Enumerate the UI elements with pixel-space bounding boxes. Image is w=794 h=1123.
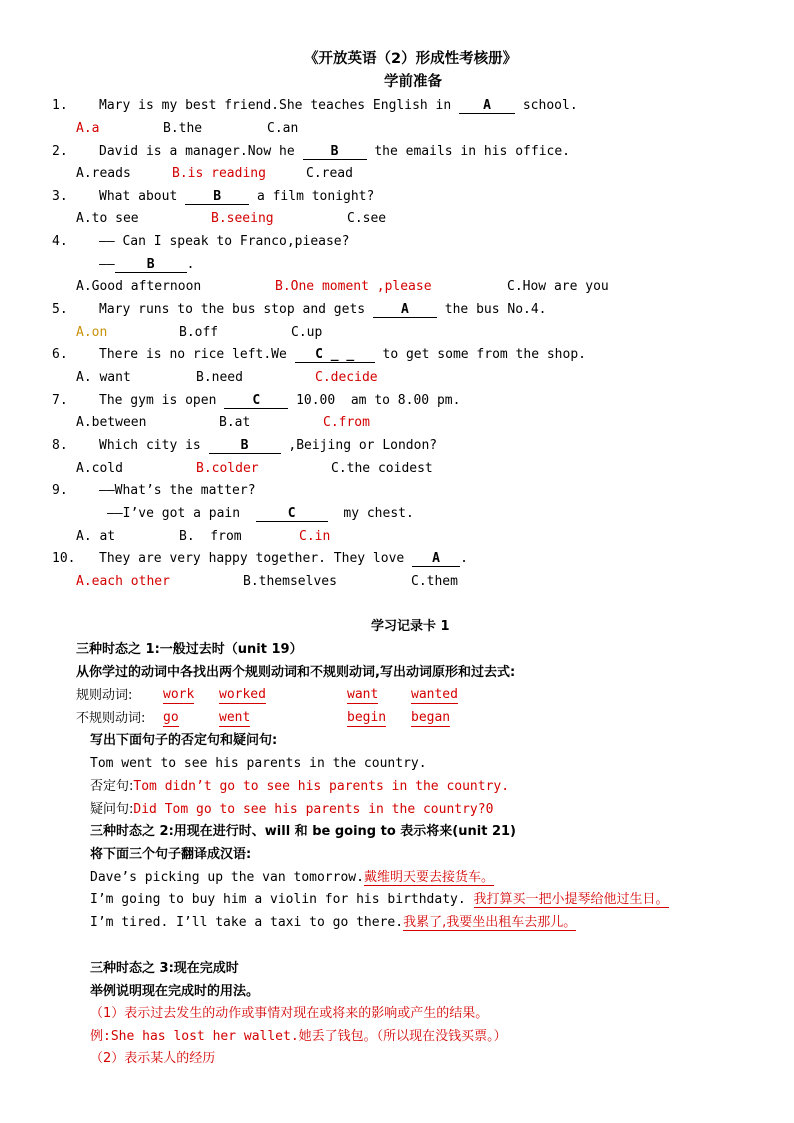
question-9 [52,482,68,500]
answer-blank: A [459,98,515,114]
question-number: 7. [52,393,68,408]
option-b: B.themselves [243,574,337,589]
section-1-task: 从你学过的动词中各找出两个规则动词和不规则动词,写出动词原形和过去式: [76,665,516,680]
answer-blank: A [412,551,460,567]
option-c: C.up [291,325,323,340]
question-1 [52,97,68,115]
question-number: 9. [52,483,68,498]
question-number: 5. [52,302,68,317]
option-c: C.in [299,529,331,544]
option-a: A.on [76,325,108,340]
section-1-title: 三种时态之 1:一般过去时（unit 19） [76,642,303,657]
section-3-task: 举例说明现在完成时的用法。 [90,984,260,999]
section-2-title: 三种时态之 2:用现在进行时、will 和 be going to 表示将来(unit 21) [90,824,516,839]
section-2-task: 将下面三个句子翻译成汉语: [90,847,252,862]
regular-verb-1-past: worked [219,687,266,702]
question-number: 1. [52,98,68,113]
question-6 [52,346,68,364]
question-number: 6. [52,347,68,362]
option-b: B.seeing [211,211,274,226]
regular-verb-2-past: wanted [411,687,458,702]
irregular-verbs-label: 不规则动词: [76,711,146,726]
question-4-reply: —— B . [99,257,195,272]
option-b: B.at [219,415,251,430]
question-8-stem: Which city is B ,Beijing or London? [99,438,438,453]
regular-verb-2: want [347,687,379,702]
option-c: C.see [347,211,387,226]
question-5-stem: Mary runs to the bus stop and gets A the bus No.4. [99,302,547,317]
neg-question-title: 写出下面句子的否定句和疑问句: [90,733,278,748]
option-b: B.the [163,121,203,136]
option-b: B.colder [196,461,259,476]
question-9-stem: ——What’s the matter? [99,483,256,498]
question-6-stem: There is no rice left.We C _ _ to get some from the shop. [99,347,586,362]
option-a: A.each other [76,574,170,589]
question-2 [52,143,68,161]
option-c: C.decide [315,370,378,385]
negative-sentence: 否定句:Tom didn’t go to see his parents in the country. [90,779,510,794]
page-subtitle: 学前准备 [384,74,442,90]
translation-3: I’m tired. I’ll take a taxi to go there.我累了,我要坐出租车去那儿。 [90,915,577,930]
option-a: A. want [76,370,131,385]
section-3-title: 三种时态之 3:现在完成时 [90,961,239,976]
irregular-verb-1-past: went [219,710,251,725]
question-4 [52,233,68,251]
answer-blank: B [115,257,187,273]
irregular-verb-2-past: began [411,710,451,725]
answer-blank: A [373,302,437,318]
question-1-stem: Mary is my best friend.She teaches English in A school. [99,98,578,113]
card-heading: 学习记录卡 1 [371,619,450,634]
example-1: 例:She has lost her wallet.她丢了钱包。（所以现在没钱买票。） [90,1029,507,1044]
option-a: A.to see [76,211,139,226]
question-10 [52,550,75,568]
translation-1: Dave’s picking up the van tomorrow.戴维明天要去接货车。 [90,870,494,885]
option-c: C.them [411,574,458,589]
question-4-stem: —— Can I speak to Franco,piease? [99,234,350,249]
question-7-stem: The gym is open C 10.00 am to 8.00 pm. [99,393,461,408]
regular-verbs-label: 规则动词: [76,688,133,703]
option-a: A.Good afternoon [76,279,202,294]
question-9-reply: ——I’ve got a pain C my chest. [107,506,414,521]
question-10-stem: They are very happy together. They love A . [99,551,468,566]
regular-verb-1: work [163,687,195,702]
option-b: B.is reading [172,166,266,181]
option-a: A.a [76,121,100,136]
base-sentence: Tom went to see his parents in the country. [90,756,427,771]
question-number: 3. [52,189,68,204]
option-a: A.reads [76,166,131,181]
option-c: C.an [267,121,299,136]
page-title: 《开放英语（2）形成性考核册》 [304,51,518,67]
question-3-stem: What about B a film tonight? [99,189,375,204]
question-3 [52,188,68,206]
option-c: C.read [306,166,353,181]
usage-2: （2）表示某人的经历 [90,1051,216,1066]
option-c: C.the coidest [331,461,433,476]
option-c: C.from [323,415,370,430]
question-number: 4. [52,234,68,249]
answer-blank: B [209,438,281,454]
option-b: B.off [179,325,219,340]
option-a: A.cold [76,461,123,476]
answer-blank: B [303,144,367,160]
option-a: A.between [76,415,147,430]
option-b: B.One moment ,please [275,279,432,294]
question-7 [52,392,68,410]
option-a: A. at [76,529,116,544]
option-b: B.need [196,370,243,385]
answer-blank: B [185,189,249,205]
question-number: 8. [52,438,68,453]
question-number: 2. [52,144,68,159]
translation-2: I’m going to buy him a violin for his birthdaty. 我打算买一把小提琴给他过生日。 [90,892,669,907]
answer-blank: C [224,393,288,409]
irregular-verb-1: go [163,710,179,725]
question-sentence: 疑问句:Did Tom go to see his parents in the country?0 [90,802,494,817]
answer-blank: C _ _ [295,347,375,363]
option-b: B. from [179,529,242,544]
usage-1: （1）表示过去发生的动作或事情对现在或将来的影响或产生的结果。 [90,1006,489,1021]
option-c: C.How are you [507,279,609,294]
question-8 [52,437,68,455]
question-2-stem: David is a manager.Now he B the emails in his office. [99,144,570,159]
question-5 [52,301,68,319]
question-number: 10. [52,551,76,566]
answer-blank: C [256,506,328,522]
irregular-verb-2: begin [347,710,387,725]
